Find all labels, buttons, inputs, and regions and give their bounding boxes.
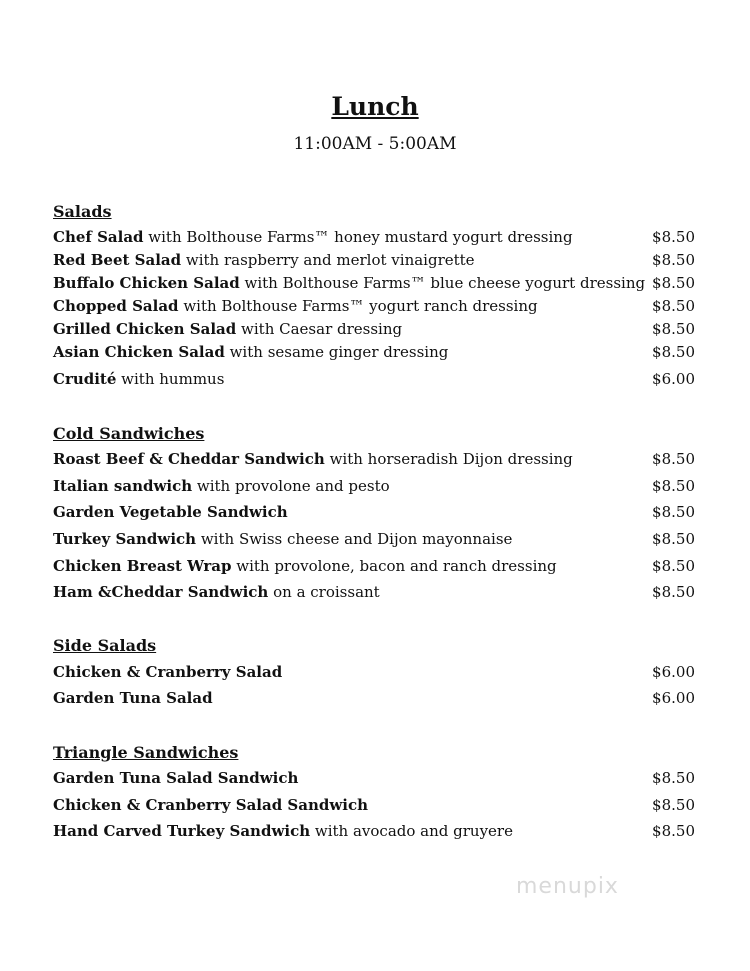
item-name: Crudité [53, 370, 117, 388]
menu-item [53, 297, 695, 319]
item-description: with horseradish Dijon dressing [324, 450, 573, 468]
item-description: with Bolthouse Farms™ yogurt ranch dressing [178, 297, 538, 315]
item-price: $8.50 [652, 503, 695, 521]
item-name: Buffalo Chicken Salad [53, 274, 240, 292]
section-heading-triangle-sandwiches: Triangle Sandwiches [53, 743, 239, 762]
watermark-logo: menupix [516, 874, 619, 899]
item-price: $8.50 [652, 477, 695, 495]
item-name: Chicken Breast Wrap [53, 557, 232, 575]
item-name: Garden Tuna Salad [53, 689, 213, 707]
item-price: $8.50 [652, 796, 695, 814]
item-description: with Caesar dressing [236, 320, 403, 338]
item-name: Chicken & Cranberry Salad [53, 663, 283, 681]
menu-item [53, 228, 695, 250]
item-price: $8.50 [652, 228, 695, 246]
menu-item [53, 477, 695, 499]
item-description: with Bolthouse Farms™ honey mustard yogurt dressing [143, 228, 573, 246]
menu-item [53, 450, 695, 472]
item-name: Asian Chicken Salad [53, 343, 225, 361]
item-price: $8.50 [652, 251, 695, 269]
item-price: $8.50 [652, 822, 695, 840]
item-name: Chopped Salad [53, 297, 179, 315]
item-price: $6.00 [652, 663, 695, 681]
section-heading-salads: Salads [53, 202, 112, 221]
menu-hours: 11:00AM - 5:00AM [293, 134, 457, 154]
item-price: $8.50 [652, 769, 695, 787]
menu-item [53, 274, 695, 296]
menu-item [53, 320, 695, 342]
item-name: Ham &Cheddar Sandwich [53, 583, 269, 601]
item-name: Roast Beef & Cheddar Sandwich [53, 450, 325, 468]
item-description: with avocado and gruyere [310, 822, 513, 840]
item-price: $6.00 [652, 689, 695, 707]
item-description: with hummus [116, 370, 225, 388]
item-name: Chicken & Cranberry Salad Sandwich [53, 796, 369, 814]
item-name: Chef Salad [53, 228, 144, 246]
menu-item [53, 530, 695, 552]
item-description: with provolone and pesto [192, 477, 390, 495]
menu-item [53, 769, 695, 791]
menu-item [53, 343, 695, 365]
menu-item [53, 796, 695, 818]
item-description: with Bolthouse Farms™ blue cheese yogurt dressing [239, 274, 646, 292]
section-heading-cold-sandwiches: Cold Sandwiches [53, 424, 205, 443]
item-name: Turkey Sandwich [53, 530, 197, 548]
item-price: $8.50 [652, 274, 695, 292]
item-price: $8.50 [652, 320, 695, 338]
item-price: $8.50 [652, 297, 695, 315]
menu-item [53, 251, 695, 273]
menu-item [53, 663, 695, 685]
item-name: Italian sandwich [53, 477, 193, 495]
item-price: $8.50 [652, 450, 695, 468]
item-name: Grilled Chicken Salad [53, 320, 237, 338]
item-price: $8.50 [652, 583, 695, 601]
menu-item [53, 370, 695, 392]
menu-item [53, 822, 695, 844]
item-name: Garden Vegetable Sandwich [53, 503, 288, 521]
menu-item [53, 557, 695, 579]
item-name: Hand Carved Turkey Sandwich [53, 822, 311, 840]
menu-item [53, 503, 695, 525]
item-description: with sesame ginger dressing [224, 343, 449, 361]
item-name: Garden Tuna Salad Sandwich [53, 769, 299, 787]
item-description: with provolone, bacon and ranch dressing [231, 557, 557, 575]
item-description: with raspberry and merlot vinaigrette [181, 251, 475, 269]
menu-item [53, 583, 695, 605]
item-description: on a croissant [268, 583, 380, 601]
menu-item [53, 689, 695, 711]
item-price: $6.00 [652, 370, 695, 388]
item-name: Red Beet Salad [53, 251, 182, 269]
item-price: $8.50 [652, 530, 695, 548]
menu-title: Lunch [331, 92, 419, 121]
item-price: $8.50 [652, 557, 695, 575]
item-price: $8.50 [652, 343, 695, 361]
item-description: with Swiss cheese and Dijon mayonnaise [196, 530, 513, 548]
section-heading-side-salads: Side Salads [53, 636, 157, 655]
